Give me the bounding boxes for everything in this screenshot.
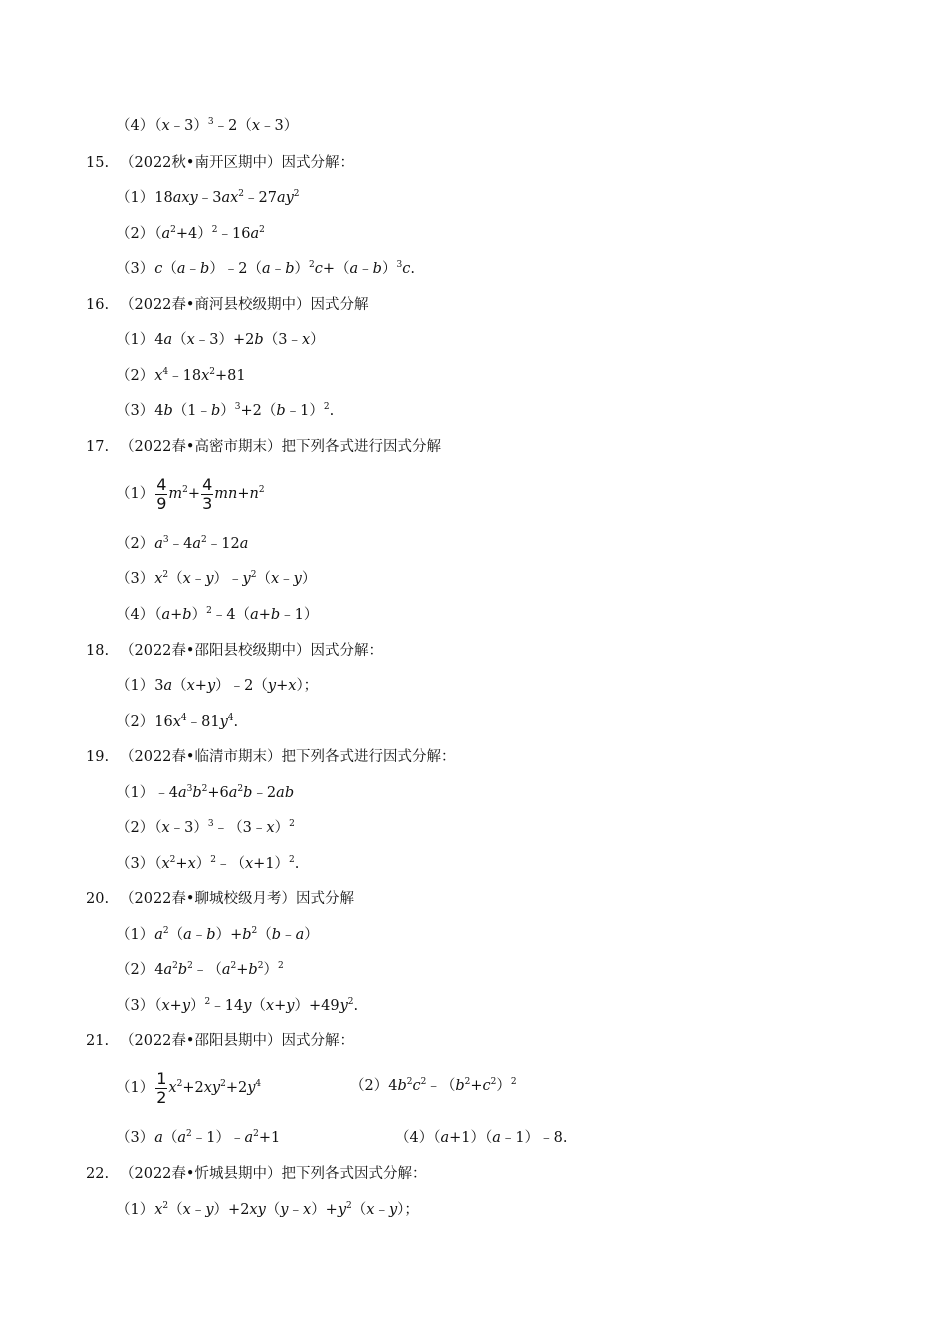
sub-item: $(2)a^3﹣4a^2﹣12a$ <box>116 535 249 552</box>
sub-item: $(2)(a^2+4)^2﹣16a^2$ <box>116 225 265 242</box>
question-17: 17. （2022春•高密市期末）把下列各式进行因式分解 <box>86 439 441 455</box>
sub-item: （3）c（a﹣b）﹣2（a﹣b）$^2$c+（a﹣b）$^3$c. <box>116 260 415 277</box>
question-19: 19. （2022春•临清市期末）把下列各式进行因式分解： <box>86 749 456 765</box>
sub-item: $(3)x^2(x﹣y)﹣y^2(x﹣y)$ <box>116 570 317 587</box>
question-22: 22. （2022春•忻城县期中）把下列各式因式分解： <box>86 1166 427 1182</box>
sub-item: $(3)(x^2+x)^2﹣(x+1)^2$. <box>116 855 300 872</box>
sub-item: （1） $\frac{4}{9}$ $m^2+$ $\frac{4}{3}$ $mn+n^2$ <box>116 474 265 513</box>
question-18: 18. （2022春•邵阳县校级期中）因式分解： <box>86 643 383 659</box>
sub-item: $(1)a^2(a﹣b)+b^2(b﹣a)$ <box>116 926 319 943</box>
sub-item: （4）（x﹣3）$^3$﹣2（x﹣3） <box>116 117 299 134</box>
sub-item: $(2)4a^2b^2﹣(a^2+b^2)^2$ <box>116 961 284 978</box>
question-21: 21. （2022春•邵阳县期中）因式分解： <box>86 1033 354 1049</box>
sub-item: （1）3a（x+y）﹣2（y+x）； <box>116 678 319 694</box>
fraction: $\frac{4}{3}$ <box>202 474 213 513</box>
sub-item: （4）（a+1）（a﹣1）﹣8. <box>395 1130 568 1146</box>
sub-item: $(2)x^4﹣18x^2+81$ <box>116 367 246 384</box>
fraction: $\frac{1}{2}$ <box>156 1068 167 1107</box>
sub-item: $(2)4b^2c^2﹣(b^2+c^2)^2$ <box>350 1077 517 1094</box>
sub-item: $(3)a(a^2﹣1)﹣a^2+1$ <box>116 1129 281 1146</box>
sub-item: $(4)(a+b)^2﹣4(a+b﹣1)$ <box>116 606 319 623</box>
sub-item: $(3)(x+y)^2﹣14y(x+y)+49y^2$. <box>116 997 359 1014</box>
sub-item: $(2)16x^4﹣81y^4$. <box>116 713 239 730</box>
sub-item: （2）（x﹣3）$^3$﹣（3﹣x）$^2$ <box>116 819 295 836</box>
sub-item: （1） $\frac{1}{2}$ $x^2+2xy^2+2y^4$ <box>116 1068 262 1107</box>
question-20: 20. （2022春•聊城校级月考）因式分解 <box>86 891 354 907</box>
question-16: 16. （2022春•商河县校级期中）因式分解 <box>86 297 369 313</box>
question-15: 15. （2022秋•南开区期中）因式分解： <box>86 155 354 171</box>
fraction: $\frac{4}{9}$ <box>156 474 167 513</box>
sub-item: （3）4b（1﹣b）$^3$+2（b﹣1）$^2$. <box>116 402 335 419</box>
sub-item: $(1)18axy﹣3ax^2﹣27ay^2$ <box>116 189 300 206</box>
sub-item: （1）4a（x﹣3）+2b（3﹣x） <box>116 332 325 348</box>
sub-item: $(1)﹣4a^3b^2+6a^2b﹣2ab$ <box>116 784 295 801</box>
sub-item: $(1)x^2(x﹣y)+2xy(y﹣x)+y^2(x﹣y)$； <box>116 1201 419 1218</box>
